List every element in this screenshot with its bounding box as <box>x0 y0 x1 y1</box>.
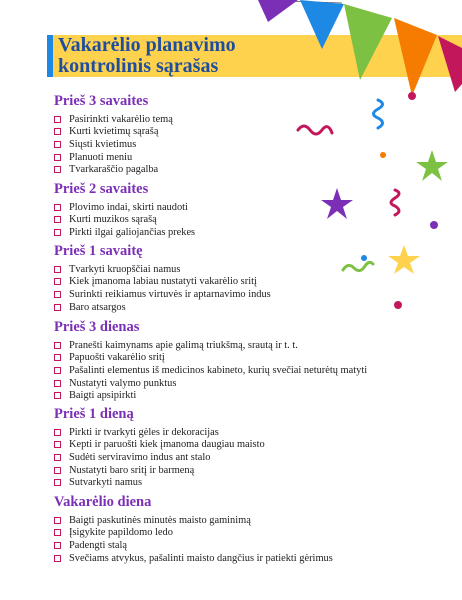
page-title-line-2: kontrolinis sąrašas <box>58 55 219 77</box>
star-icon <box>388 245 420 274</box>
confetti-dot-icon <box>380 152 386 158</box>
streamer-icon <box>391 190 399 215</box>
item-label: Baro atsargos <box>69 301 126 313</box>
item-label: Kurti kvietimų sąrašą <box>69 126 159 138</box>
item-label: Padengti stalą <box>69 539 128 551</box>
item-label: Nustatyti baro sritį ir barmeną <box>69 464 195 476</box>
item-label: Sudėti serviravimo indus ant stalo <box>69 451 211 463</box>
item-label: Baigti apsipirkti <box>69 390 137 402</box>
streamer-icon <box>343 262 373 270</box>
item-label: Kiek įmanoma labiau nustatyti vakarėlio sritį <box>69 276 257 288</box>
confetti-dot-icon <box>394 301 402 309</box>
item-label: Pasirinkti vakarėlio temą <box>69 113 173 125</box>
section-heading: Prieš 1 dieną <box>54 406 134 422</box>
confetti-dot-icon <box>408 92 416 100</box>
section-heading: Prieš 1 savaitę <box>54 243 143 259</box>
confetti-dot-icon <box>430 221 438 229</box>
section-heading: Prieš 3 dienas <box>54 319 140 335</box>
item-label: Tvarkaraščio pagalba <box>69 164 159 176</box>
item-label: Kurti muzikos sąrašą <box>69 214 157 226</box>
item-label: Kepti ir paruošti kiek įmanoma daugiau maisto <box>69 439 265 451</box>
flag-orange <box>394 18 437 96</box>
streamer-icon <box>298 126 332 134</box>
item-label: Įsigykite papildomo ledo <box>69 527 173 539</box>
item-label: Pašalinti elementus iš medicinos kabineto, kurių svečiai neturėtų matyti <box>69 364 368 376</box>
section-heading: Vakarėlio diena <box>54 494 152 510</box>
item-label: Siųsti kvietimus <box>69 138 137 150</box>
section-heading: Prieš 3 savaites <box>54 93 149 109</box>
section-heading: Prieš 2 savaites <box>54 181 149 197</box>
confetti-dot-icon <box>361 255 367 261</box>
star-icon <box>321 188 353 219</box>
item-label: Sutvarkyti namus <box>69 477 143 489</box>
item-label: Pirkti ilgai galiojančias prekes <box>69 226 196 238</box>
item-label: Plovimo indai, skirti naudoti <box>69 201 188 213</box>
item-label: Nustatyti valymo punktus <box>69 377 177 389</box>
item-label: Baigti paskutinės minutės maisto gaminimą <box>69 514 251 526</box>
item-label: Svečiams atvykus, pašalinti maisto dangčius ir patiekti gėrimus <box>69 552 333 564</box>
item-label: Planuoti meniu <box>69 151 133 163</box>
flag-blue <box>300 0 344 49</box>
bunting-flags-icon <box>258 0 462 96</box>
streamer-icon <box>374 100 383 128</box>
item-label: Pranešti kaimynams apie galimą triukšmą, srautą ir t. t. <box>69 339 298 351</box>
page-title-line-1: Vakarėlio planavimo <box>58 34 236 56</box>
flag-purple <box>258 0 298 22</box>
item-label: Papuošti vakarėlio sritį <box>69 352 165 364</box>
flag-green <box>344 4 392 80</box>
item-label: Tvarkyti kruopščiai namus <box>69 263 181 275</box>
flag-magenta <box>438 36 462 92</box>
item-label: Pirkti ir tvarkyti gėles ir dekoracijas <box>69 426 219 438</box>
star-icon <box>416 150 448 181</box>
item-label: Surinkti reikiamus virtuvės ir aptarnavimo indus <box>69 288 271 300</box>
